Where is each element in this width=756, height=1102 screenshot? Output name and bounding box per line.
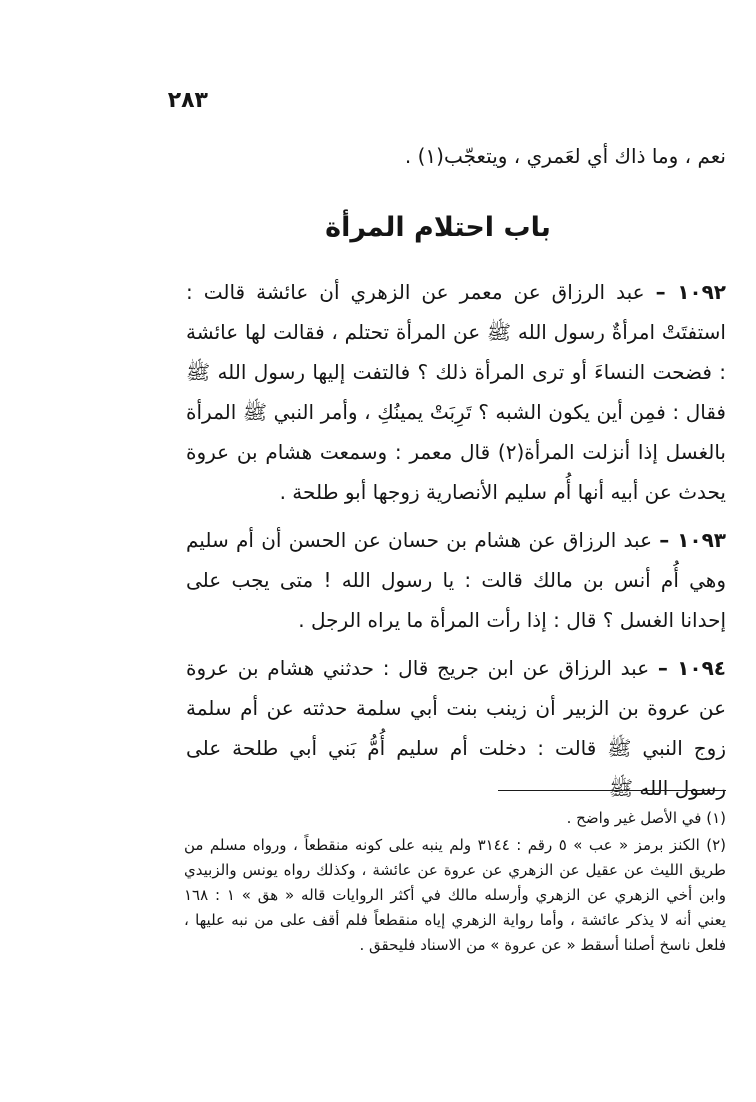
hadith-paragraph xyxy=(186,520,726,640)
hadith-text: عبد الرزاق عن هشام بن حسان عن الحسن أن أم سليم وهي أُم أنس بن مالك قالت : يا رسول الله ! متى يجب على إحدانا الغسل ؟ قال : إذا رأت المرأة ما يراه الرجل . xyxy=(186,528,726,632)
footnote-1: (١) في الأصل غير واضح . xyxy=(566,809,726,827)
footnotes xyxy=(184,806,726,960)
continuation-paragraph: نعم ، وما ذاك أي لعَمري ، ويتعجّب(١) . xyxy=(404,144,726,168)
hadith-paragraph xyxy=(186,648,726,808)
footnote-2: (٢) الكنز برمز « عب » ٥ رقم : ٣١٤٤ ولم ينبه على كونه منقطعاً ، ورواه مسلم من طريق الليث عن عقيل عن الزهري عن عروة عن عائشة ، وكذلك رواه يونس والزبيدي وابن أخي الزهري عن الزهري وأرسله مالك في أكثر الروايات قاله « هق » ١ : ١٦٨ يعني أنه لا يذكر عائشة ، وأما رواية الزهري إياه منقطعاً فلم أقف على من نبه عليها ، فلعل ناسخ أصلنا أسقط « عن عروة » من الاسناد فليحقق . xyxy=(184,836,727,954)
hadith-number: ١٠٩٣ – xyxy=(659,528,726,552)
page-number: ٢٨٣ xyxy=(167,88,208,113)
hadith-text: عبد الرزاق عن ابن جريج قال : حدثني هشام بن عروة عن عروة بن الزبير أن زينب بنت أبي سلمة حدثته عن أم سلمة زوج النبي ﷺ قالت : دخلت أم سليم أُمُّ بَني أبي طلحة على رسول الله ﷺ xyxy=(186,656,726,800)
hadith-text: عبد الرزاق عن معمر عن الزهري أن عائشة قالت : استفتَتْ امرأةٌ رسول الله ﷺ عن المرأة تحتلم ، فقالت لها عائشة : فضحت النساءَ أو ترى المرأة ذلك ؟ فالتفت إليها رسول الله ﷺ فقال : فمِن أين يكون الشبه ؟ تَرِبَتْ يمينُكِ ، وأمر النبي ﷺ المرأة بالغسل إذا أنزلت المرأة(٢) قال معمر : وسمعت هشام بن عروة يحدث عن أبيه أنها أُم سليم الأنصارية زوجها أبو طلحة . xyxy=(186,280,726,504)
hadith-paragraph xyxy=(186,272,726,512)
hadith-number: ١٠٩٢ – xyxy=(655,280,727,304)
footnote-divider xyxy=(498,790,726,791)
chapter-title: باب احتلام المرأة xyxy=(325,212,551,243)
hadith-number: ١٠٩٤ – xyxy=(657,656,726,680)
